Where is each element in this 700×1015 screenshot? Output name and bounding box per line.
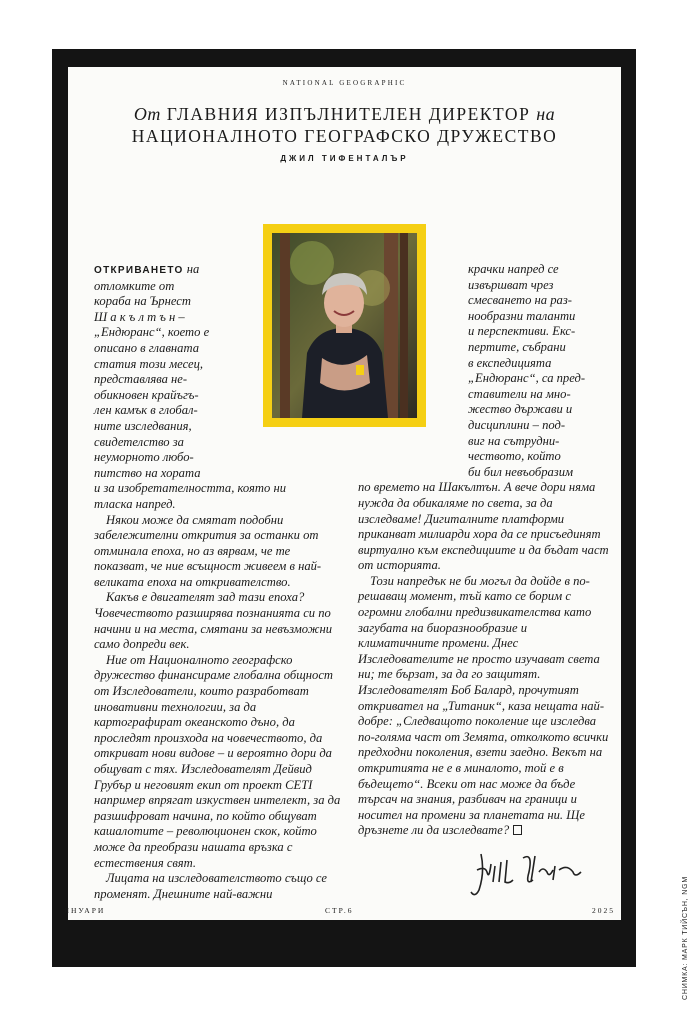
text-line: ните изследвания, — [94, 418, 192, 433]
text-line: обикновен крайъгъ- — [94, 387, 199, 402]
text-line: на — [186, 262, 200, 276]
paragraph: Лицата на изследователството също се променят. Днешните най-важни — [94, 871, 327, 901]
text-line: статия този месец, — [94, 356, 204, 371]
text-line: описано в главната — [94, 340, 200, 355]
magazine-page — [64, 67, 621, 920]
text-line: жество държави и — [468, 402, 573, 417]
masthead: NATIONAL GEOGRAPHIC — [282, 79, 407, 87]
footer-page-number: СТР.6 — [325, 906, 354, 915]
signature — [463, 842, 593, 902]
title-line2: НАЦИОНАЛНОТО ГЕОГРАФСКО ДРУЖЕСТВО — [131, 126, 558, 146]
text-line: пертите, събрани — [468, 339, 566, 354]
text-line: кораба на Ърнест — [94, 294, 191, 309]
title-part3: на — [536, 104, 556, 124]
text-line: виг на сътрудни- — [468, 433, 560, 448]
paragraph: Ние от Националното географско дружество финансираме глобална общност от Изследователи, които разработват иновативни технологии, за да картографират океанското дъно, да проследят произхода на човечеството, да откриват нови видове – и вероятно дори да общуват с тях. Изследователят Дейвид Грубър и неговият екип от проект CETI например впрягат изкуствен интелект, за да разшифроват начина, по който общуват кашалотите – революционен скок, който може да преобрази нашата връзка с естествения свят. — [94, 652, 341, 870]
text-line: ставители на мно- — [468, 386, 571, 401]
text-line: и за изобретателността, която ни — [94, 481, 286, 496]
footer-month: ЯНУАРИ — [64, 906, 106, 915]
paragraph: Някои може да смятат подобни забележителни открития за останки от отминала епоха, но аз вярвам, че те показват, че ние всъщност живеем в най-великата епоха на откривателство. — [94, 512, 322, 589]
text-line: „Ендюранс“, са пред- — [468, 371, 586, 386]
text-line: извършват чрез — [468, 277, 554, 292]
text-line: отломките от — [94, 278, 175, 293]
text-line: неуморното любо- — [94, 450, 194, 465]
right-column — [358, 262, 611, 839]
text-line: смесването на раз- — [468, 293, 572, 308]
page-title — [68, 103, 621, 147]
text-line: крачки напред се — [468, 262, 559, 276]
footer-year: 2025 — [592, 906, 615, 915]
text-line: питство на хората — [94, 465, 201, 480]
lead-word: ОТКРИВАНЕТО — [94, 265, 184, 276]
paragraph: по времето на Шакълтън. А вече дори няма нужда да обикаляме по света, за да изследваме! Дигиталните платформи приканват милиарди хора да се присъединят виртуално към експедициите и да бъдат част от историята. — [358, 480, 609, 573]
text-line: би бил невъобразим — [468, 464, 574, 479]
title-part2: ГЛАВНИЯ ИЗПЪЛНИТЕЛЕН ДИРЕКТОР — [166, 104, 531, 124]
text-line: тласка напред. — [94, 496, 176, 511]
author-byline: ДЖИЛ ТИФЕНТАЛЪР — [280, 154, 409, 163]
paragraph: Какъв е двигателят зад тази епоха? Човечеството разширява познанията си по начини и на места, смятани за невъзможни само допреди век. — [94, 590, 333, 652]
text-line: в експедицията — [468, 355, 552, 370]
text-line: нообразни таланти — [468, 308, 576, 323]
text-line: и перспективи. Екс- — [468, 324, 576, 339]
text-line: „Ендюранс“, което е — [94, 325, 210, 340]
text-line: свидетелство за — [94, 434, 184, 449]
end-mark-icon — [513, 825, 522, 835]
left-column — [94, 262, 347, 902]
text-line: лен камък в глобал- — [94, 403, 198, 418]
text-line: чеството, който — [468, 449, 561, 464]
drop-line — [94, 262, 242, 279]
text-line: представлява не- — [94, 372, 188, 387]
paragraph-text: Този напредък не би могъл да дойде в по-решаващ момент, тъй като се борим с огромни глобални предизвикателства като загубата на биоразнообразие и климатичните промени. Днес Изследователите не просто изучават света ни; те бързат, за да го защитят. Изследователят Боб Балард, прочутият откривател на „Титаник“, каза нещата най-добре: „Следващото поколение ще изследва по-голяма част от Земята, отколкото всички предходни поколения, взети заедно. Векът на откритията не е в миналото, той е в бъдещето“. Всеки от нас може да бъде търсач на знания, разбивач на граници и носител на промени за планетата ни. Ще дръзнете ли да изследвате? — [358, 573, 609, 838]
photo-credit: СНИМКА: МАРК ТИЙСЪН, NGM — [682, 876, 689, 1000]
text-line: Ш а к ъ л т ъ н – — [94, 309, 185, 324]
title-part1: От — [133, 104, 161, 124]
paragraph — [358, 574, 611, 839]
text-line: дисциплини – под- — [468, 417, 566, 432]
